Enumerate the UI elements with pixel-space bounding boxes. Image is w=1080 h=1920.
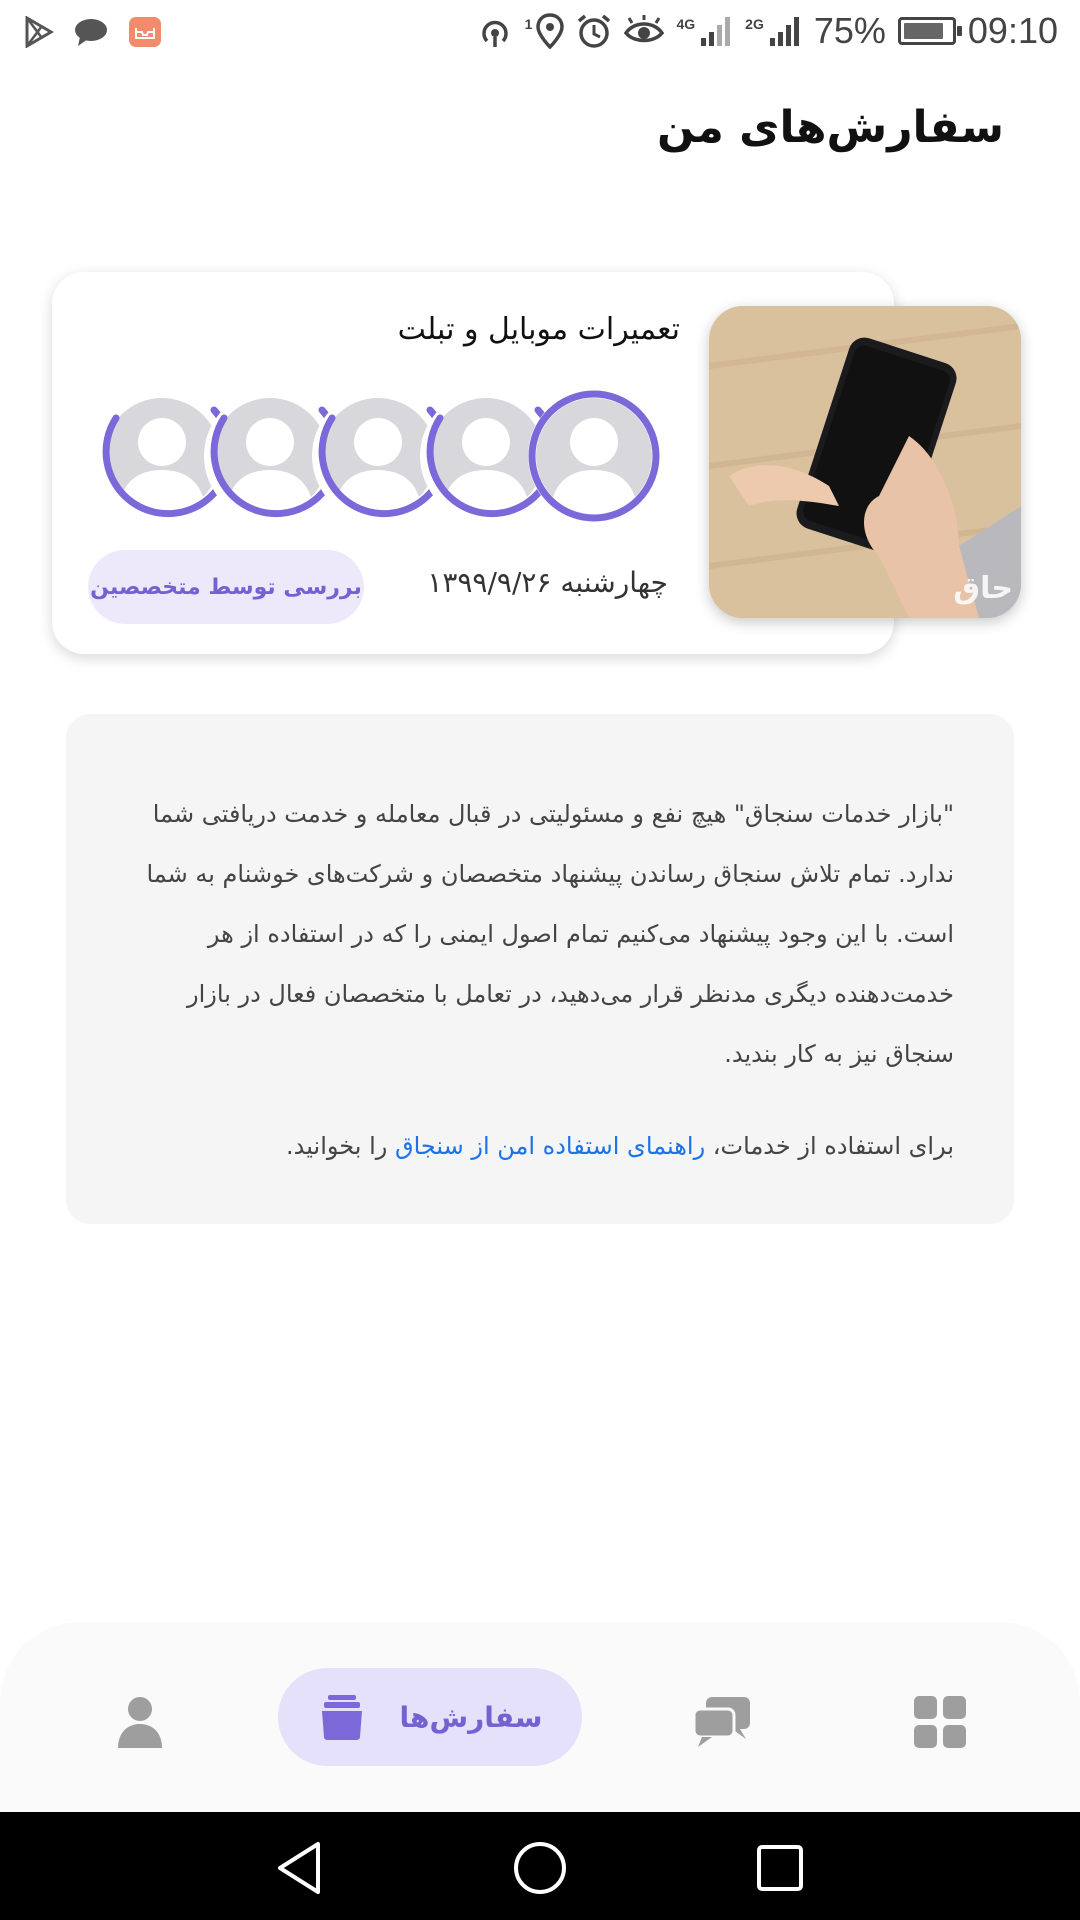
mail-app-icon	[128, 16, 162, 48]
nav-orders[interactable]	[278, 1668, 582, 1766]
grid-icon	[914, 1696, 966, 1748]
avatar	[528, 390, 660, 522]
safe-use-guide-link[interactable]: راهنمای استفاده امن از سنجاق	[394, 1132, 706, 1160]
page-title: سفارش‌های من	[656, 102, 1004, 153]
specialist-avatars	[96, 390, 670, 526]
status-badge: بررسی توسط متخصصین	[88, 550, 364, 624]
disclaimer-box	[66, 714, 1014, 1224]
hotspot-count: 1	[524, 16, 533, 32]
signal-icon	[699, 14, 733, 48]
network-4g-label: 4G	[676, 16, 696, 32]
guide-prefix: برای استفاده از خدمات،	[705, 1132, 954, 1160]
order-service-title: تعمیرات موبایل و تبلت	[397, 312, 680, 347]
safe-use-guide-text	[134, 1116, 954, 1176]
recents-icon	[750, 1838, 810, 1898]
guide-suffix: را بخوانید.	[286, 1132, 395, 1160]
battery-icon	[898, 17, 956, 45]
nav-profile[interactable]	[100, 1682, 180, 1762]
clock: 09:10	[967, 10, 1058, 51]
system-back-button[interactable]	[270, 1838, 330, 1898]
status-bar	[0, 0, 1080, 72]
chat-icon	[692, 1695, 752, 1749]
alarm-icon	[576, 13, 612, 49]
system-home-button[interactable]	[510, 1838, 570, 1898]
message-icon	[74, 17, 108, 47]
bottom-nav	[0, 1622, 1080, 1812]
nav-messages[interactable]	[682, 1682, 762, 1762]
order-date: چهارشنبه ۱۳۹۹/۹/۲۶	[427, 566, 668, 599]
play-store-icon	[24, 16, 54, 48]
battery-percent: 75%	[813, 10, 886, 51]
orders-icon	[318, 1693, 366, 1741]
eye-icon	[624, 15, 664, 47]
hotspot-icon	[477, 13, 513, 49]
network-2g-label: 2G	[745, 16, 764, 32]
image-watermark: حاق	[953, 571, 1013, 606]
back-icon	[270, 1838, 330, 1898]
home-circle-icon	[510, 1838, 570, 1898]
disclaimer-text: "بازار خدمات سنجاق" هیچ نفع و مسئولیتی در قبال معامله و خدمت دریافتی شما ندارد. تمام تلاش سنجاق رساندن پیشنهاد متخصصان و شرکت‌های خوشنام به شما است. با این وجود پیشنهاد می‌کنیم تمام اصول ایمنی را که در استفاده از هر خدمت‌دهنده دیگری مدنظر قرار می‌دهید، در تعامل با متخصصان فعال در بازار سنجاق نیز به کار بندید.	[146, 800, 954, 1068]
location-icon	[536, 13, 564, 49]
user-icon	[116, 1696, 164, 1748]
system-recents-button[interactable]	[750, 1838, 810, 1898]
nav-home[interactable]	[900, 1682, 980, 1762]
system-nav-bar	[0, 1812, 1080, 1920]
order-service-image	[709, 306, 1021, 618]
signal-icon	[768, 14, 802, 48]
nav-orders-label: سفارش‌ها	[399, 1700, 543, 1734]
